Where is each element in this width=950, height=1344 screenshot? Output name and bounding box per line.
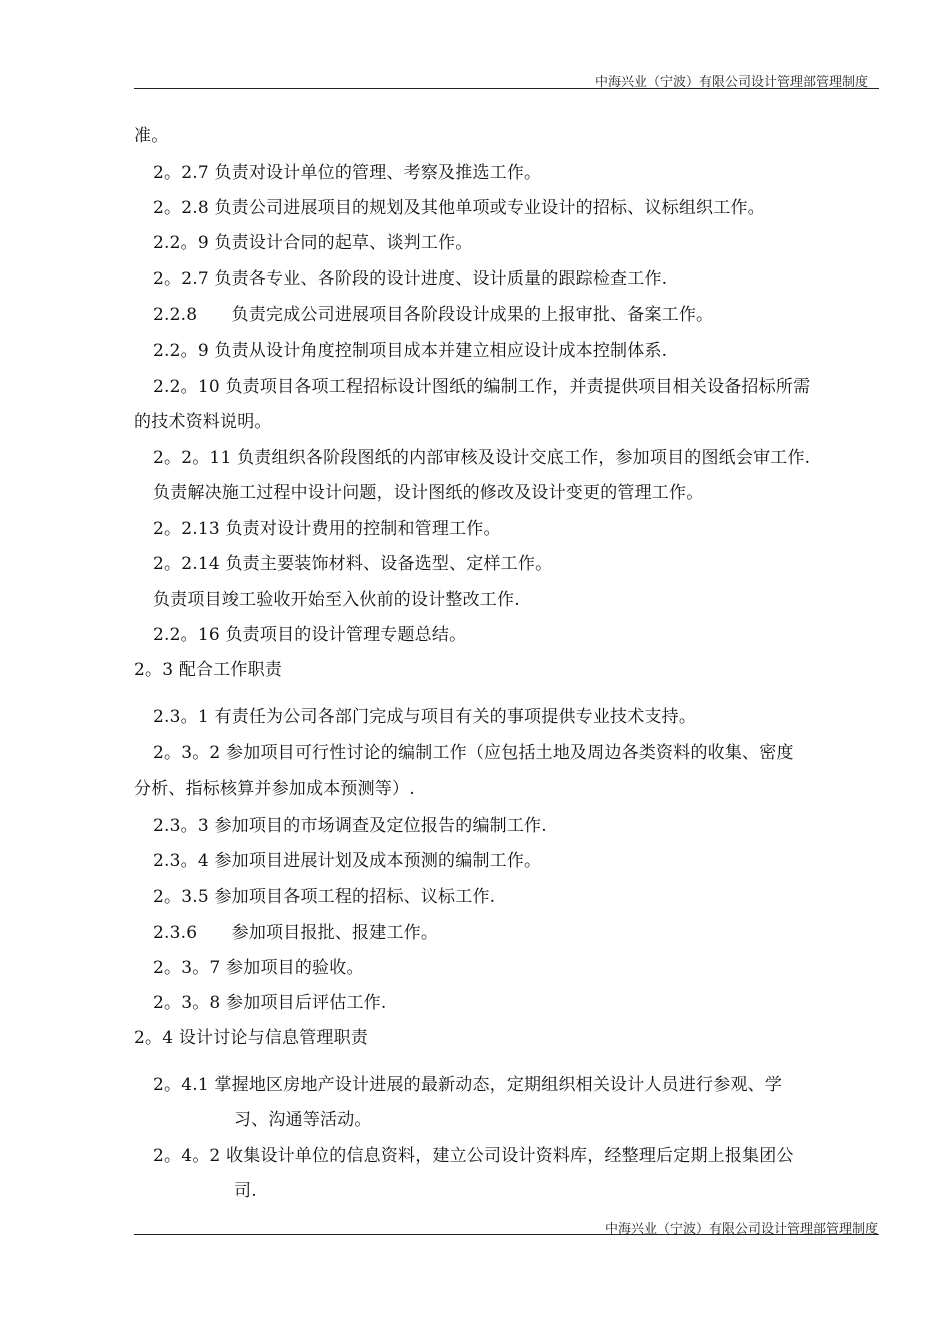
text-line: 2。3。8 参加项目后评估工作. (153, 993, 387, 1013)
text-line: 2。2.8 负责公司进展项目的规划及其他单项或专业设计的招标、议标组织工作。 (153, 198, 765, 218)
text-line: 2.3。4 参加项目进展计划及成本预测的编制工作。 (153, 851, 542, 871)
text-line: 2.2。9 负责从设计角度控制项目成本并建立相应设计成本控制体系. (153, 341, 668, 361)
text-line: 负责解决施工过程中设计问题，设计图纸的修改及设计变更的管理工作。 (153, 483, 704, 503)
page-header-title: 中海兴业（宁波）有限公司设计管理部管理制度 (594, 75, 868, 90)
text-line: 司. (234, 1181, 257, 1201)
text-line: 2.3。3 参加项目的市场调查及定位报告的编制工作. (153, 816, 547, 836)
text-line: 2。3。7 参加项目的验收。 (153, 958, 364, 978)
text-line: 2。2.7 负责各专业、各阶段的设计进度、设计质量的跟踪检查工作. (153, 269, 668, 289)
text-line: 负责项目竣工验收开始至入伙前的设计整改工作. (153, 590, 520, 610)
text-line: 2。2.7 负责对设计单位的管理、考察及推选工作。 (153, 163, 542, 183)
text-line: 2.2。10 负责项目各项工程招标设计图纸的编制工作，并责提供项目相关设备招标所需 (153, 377, 811, 397)
text-line: 的技术资料说明。 (134, 412, 272, 432)
text-line: 2.2。16 负责项目的设计管理专题总结。 (153, 625, 467, 645)
page-footer-title: 中海兴业（宁波）有限公司设计管理部管理制度 (604, 1222, 878, 1237)
text-line: 2.2.8 负责完成公司进展项目各阶段设计成果的上报审批、备案工作。 (153, 305, 714, 325)
text-line: 2.2。9 负责设计合同的起草、谈判工作。 (153, 233, 473, 253)
text-line: 2。4.1 掌握地区房地产设计进展的最新动态，定期组织相关设计人员进行参观、学 (153, 1075, 783, 1095)
text-line: 2.3.6 参加项目报批、报建工作。 (153, 923, 439, 943)
text-line: 2。2。11 负责组织各阶段图纸的内部审核及设计交底工作，参加项目的图纸会审工作. (153, 448, 811, 468)
header-rule (134, 88, 879, 89)
text-line: 2。4。2 收集设计单位的信息资料，建立公司设计资料库，经整理后定期上报集团公 (153, 1146, 794, 1166)
text-line: 2。2.13 负责对设计费用的控制和管理工作。 (153, 519, 501, 539)
text-line: 2.3。1 有责任为公司各部门完成与项目有关的事项提供专业技术支持。 (153, 707, 697, 727)
text-line: 2。3。2 参加项目可行性讨论的编制工作（应包括土地及周边各类资料的收集、密度 (153, 743, 794, 763)
section-heading: 2。3 配合工作职责 (134, 660, 283, 680)
text-line: 分析、指标核算并参加成本预测等）. (134, 779, 415, 799)
text-line: 2。3.5 参加项目各项工程的招标、议标工作. (153, 887, 496, 907)
text-line: 习、沟通等活动。 (234, 1110, 372, 1130)
text-line: 准。 (134, 126, 169, 146)
section-heading: 2。4 设计讨论与信息管理职责 (134, 1028, 369, 1048)
text-line: 2。2.14 负责主要装饰材料、设备选型、定样工作。 (153, 554, 553, 574)
